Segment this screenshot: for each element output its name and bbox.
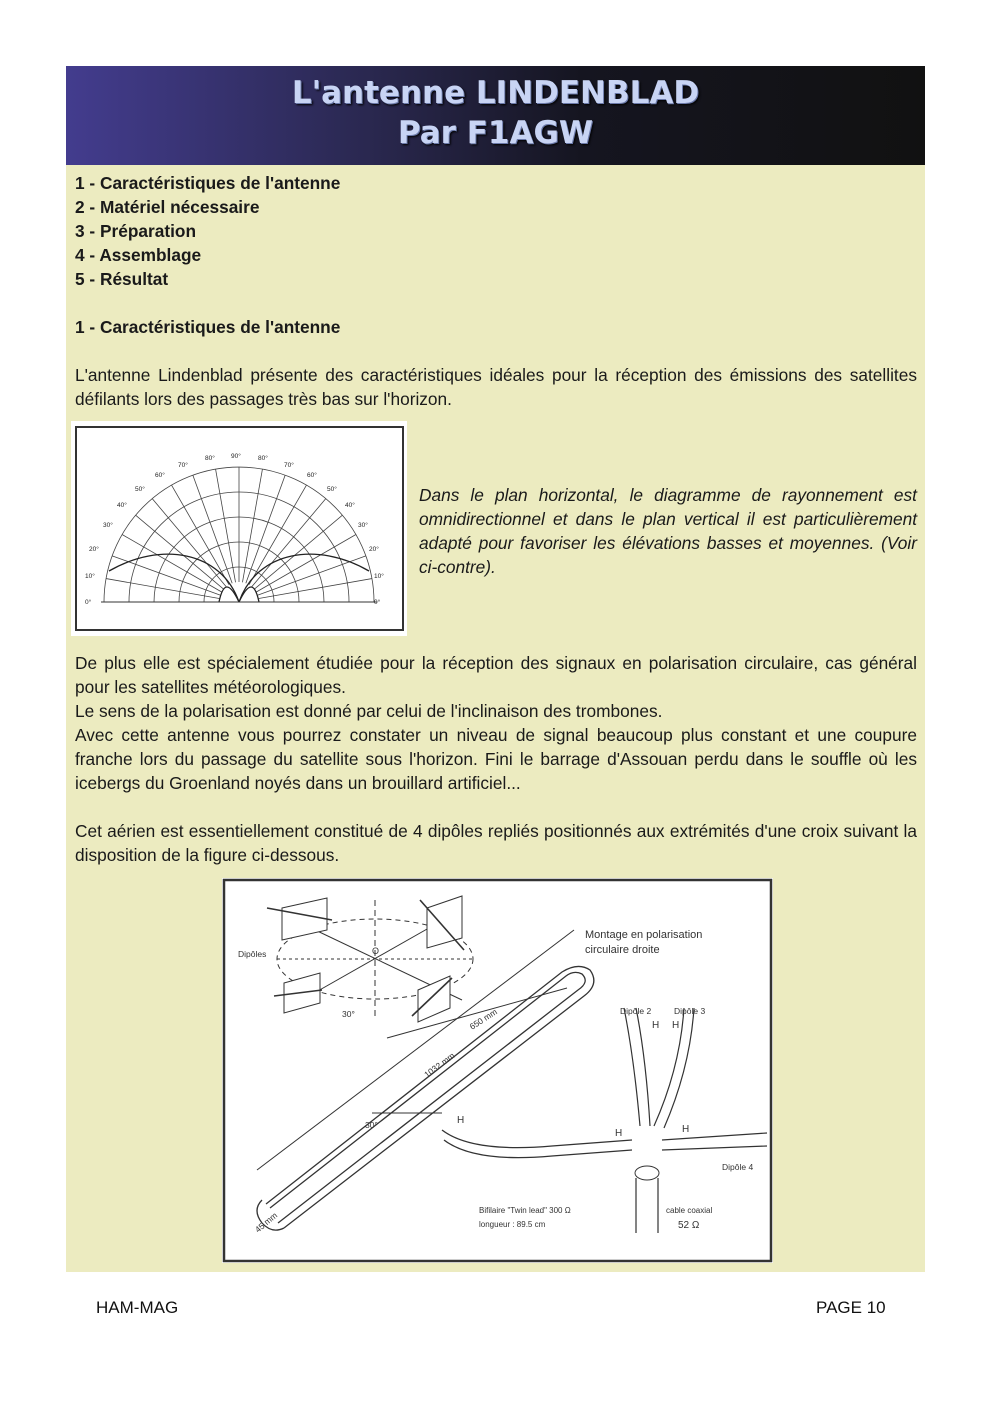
tick-label-right-30: 30° xyxy=(358,522,368,529)
tick-label-90: 90° xyxy=(231,453,241,460)
tick-label-right-10: 10° xyxy=(374,573,384,580)
section-heading: 1 - Caractéristiques de l'antenne xyxy=(75,317,341,337)
tick-label-right-40: 40° xyxy=(345,502,355,509)
tick-label-left-0: 0° xyxy=(85,599,92,606)
tick-label-right-0: 0° xyxy=(374,599,381,606)
tick-label-left-60: 60° xyxy=(155,472,165,479)
tick-label-left-30: 30° xyxy=(103,522,113,529)
toc-item: 1 - Caractéristiques de l'antenne xyxy=(75,173,341,193)
label-h: H xyxy=(672,1020,680,1031)
label-montage-1: Montage en polarisation xyxy=(585,929,703,941)
label-dipoles: Dipôles xyxy=(238,949,267,959)
paragraph-intro: L'antenne Lindenblad présente des caractéristiques idéales pour la réception des émissions des satellites défilants lors des passages très bas sur l'horizon. xyxy=(75,365,917,409)
label-h: H xyxy=(682,1124,690,1135)
label-h: H xyxy=(615,1128,623,1139)
footer-magazine: HAM-MAG xyxy=(96,1298,179,1317)
tick-label-right-80: 80° xyxy=(258,455,268,462)
footer-page-number: PAGE 10 xyxy=(816,1298,886,1317)
label-montage-2: circulaire droite xyxy=(585,944,660,956)
label-dim-45: 45 mm xyxy=(252,1210,280,1235)
label-dim-650: 650 mm xyxy=(467,1006,499,1032)
label-twinlead-2: longueur : 89.5 cm xyxy=(479,1220,546,1229)
toc-item: 4 - Assemblage xyxy=(75,245,202,265)
tick-label-right-20: 20° xyxy=(369,546,379,553)
tick-label-left-20: 20° xyxy=(89,546,99,553)
toc-item: 5 - Résultat xyxy=(75,269,169,289)
paragraph-line: Le sens de la polarisation est donné par celui de l'inclinaison des trombones. xyxy=(75,701,663,721)
label-dim-1032: 1032 mm xyxy=(422,1050,457,1080)
tick-label-right-70: 70° xyxy=(284,462,294,469)
label-angle-bottom: 30° xyxy=(365,1120,378,1130)
label-coax-1: cable coaxial xyxy=(666,1206,713,1215)
table-of-contents xyxy=(75,171,917,291)
label-coax-2: 52 Ω xyxy=(678,1220,700,1231)
label-dipole4: Dipôle 4 xyxy=(722,1162,754,1172)
tick-label-left-70: 70° xyxy=(178,462,188,469)
paragraph-line: Avec cette antenne vous pourrez constater un niveau de signal beaucoup plus constant et une coupure franche lors du passage du satellite sous l'horizon. Fini le barrage d'Assouan perdu dans le souffle où les icebergs du Groenland noyés dans un brouillard artificiel... xyxy=(75,725,917,793)
paragraph-construction: Cet aérien est essentiellement constitué de 4 dipôles repliés positionnés aux extrémités d'une croix suivant la disposition de la figure ci-dessous. xyxy=(75,821,917,865)
article-author: Par F1AGW xyxy=(397,115,594,151)
label-angle-top: 30° xyxy=(342,1009,355,1019)
label-dipole3: Dipôle 3 xyxy=(674,1006,706,1016)
radiation-pattern-figure xyxy=(71,421,407,636)
figure-caption: Dans le plan horizontal, le diagramme de rayonnement est omnidirectionnel et dans le plan vertical il est particulièrement adapté pour favoriser les élévations basses et moyennes. (Voir ci-contre). xyxy=(419,485,917,577)
label-h: H xyxy=(652,1020,660,1031)
paragraph-line: De plus elle est spécialement étudiée pour la réception des signaux en polarisation circulaire, cas général pour les satellites météorologiques. xyxy=(75,653,917,697)
page-header xyxy=(66,66,925,165)
tick-label-left-40: 40° xyxy=(117,502,127,509)
label-twinlead-1: Bifilaire "Twin lead" 300 Ω xyxy=(479,1206,571,1215)
tick-label-left-50: 50° xyxy=(135,486,145,493)
tick-label-left-80: 80° xyxy=(205,455,215,462)
article-title: L'antenne LINDENBLAD xyxy=(291,75,700,111)
toc-item: 2 - Matériel nécessaire xyxy=(75,197,260,217)
label-h: H xyxy=(457,1115,465,1126)
assembly-diagram-figure xyxy=(222,878,773,1263)
label-center: O xyxy=(372,946,380,956)
tick-label-right-60: 60° xyxy=(307,472,317,479)
toc-item: 3 - Préparation xyxy=(75,221,197,241)
paragraph-polarisation xyxy=(75,651,917,795)
label-dipole2: Dipôle 2 xyxy=(620,1006,652,1016)
tick-label-left-10: 10° xyxy=(85,573,95,580)
tick-label-right-50: 50° xyxy=(327,486,337,493)
